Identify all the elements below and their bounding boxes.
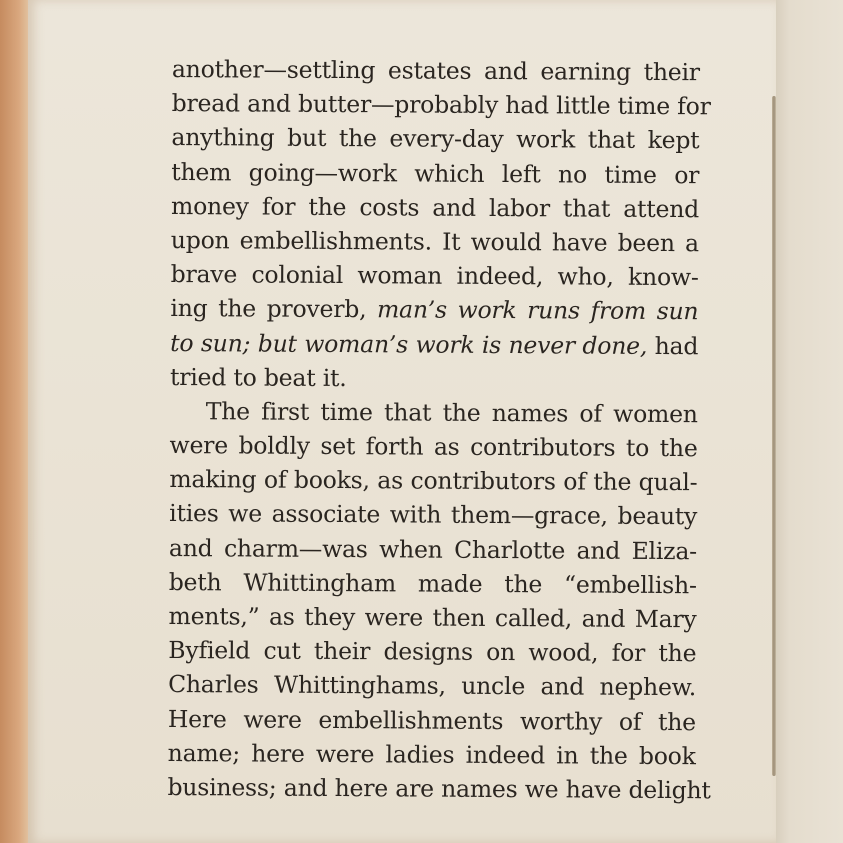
text-segment: tried to beat it. — [169, 362, 347, 392]
text-segment: The first time that the names of women — [205, 397, 698, 429]
text-line — [172, 52, 700, 89]
text-segment: anything but the every-day work that kept — [171, 123, 700, 155]
text-segment: brave colonial woman indeed, who, know- — [170, 260, 699, 292]
text-segment: another—settling estates and earning their — [171, 54, 700, 87]
page-gutter-line — [772, 96, 776, 776]
text-segment: ments,” as they were then called, and Mary — [168, 601, 697, 634]
text-segment: money for the costs and labor that attend — [170, 191, 700, 223]
text-segment: bread and butter—probably had little time for — [171, 89, 711, 121]
paragraph-2 — [167, 394, 711, 807]
paragraph-1 — [169, 52, 711, 397]
text-line — [171, 257, 699, 294]
text-segment: were boldly set forth as contributors to the — [169, 431, 698, 463]
text-line — [168, 599, 696, 636]
text-line — [171, 120, 699, 157]
italic-text: man’s work runs from sun — [376, 295, 699, 326]
text-line — [171, 86, 711, 123]
text-segment: upon embellishments. It would have been a — [170, 225, 699, 258]
text-line — [170, 291, 698, 328]
text-line — [168, 633, 696, 670]
text-segment: ing the proverb, — [170, 294, 378, 324]
text-line — [169, 531, 697, 568]
italic-text: to sun; but woman’s work is never done, — [170, 328, 648, 360]
text-line — [171, 155, 699, 192]
text-segment: and charm—was when Charlotte and Eliza- — [168, 533, 698, 565]
text-segment: making of books, as contributors of the qual- — [169, 465, 698, 497]
text-line — [167, 770, 711, 807]
text-line — [168, 736, 696, 773]
text-segment: Charles Whittinghams, uncle and nephew. — [168, 670, 697, 702]
text-line — [171, 189, 699, 226]
text-segment: them going—work which left no time or — [171, 157, 700, 189]
text-segment: had — [647, 331, 699, 360]
text-line — [169, 462, 697, 499]
text-segment: name; here were ladies indeed in the book — [167, 738, 696, 770]
text-segment: Here were embellishments worthy of the — [167, 704, 697, 736]
text-line — [171, 223, 699, 260]
text-line — [169, 565, 697, 602]
text-segment: Byfield cut their designs on wood, for the — [168, 636, 697, 668]
text-line — [170, 325, 698, 362]
text-segment: business; and here are names we have delight — [167, 772, 711, 805]
text-line — [168, 702, 696, 739]
text-line — [170, 360, 698, 397]
facing-page — [776, 0, 843, 843]
page-text — [167, 52, 711, 807]
text-line — [168, 667, 696, 704]
text-line — [169, 428, 697, 465]
text-line — [169, 496, 697, 533]
text-segment: ities we associate with them—grace, beauty — [169, 499, 698, 531]
text-segment: beth Whittingham made the “embellish- — [168, 567, 697, 600]
text-line — [170, 394, 698, 431]
